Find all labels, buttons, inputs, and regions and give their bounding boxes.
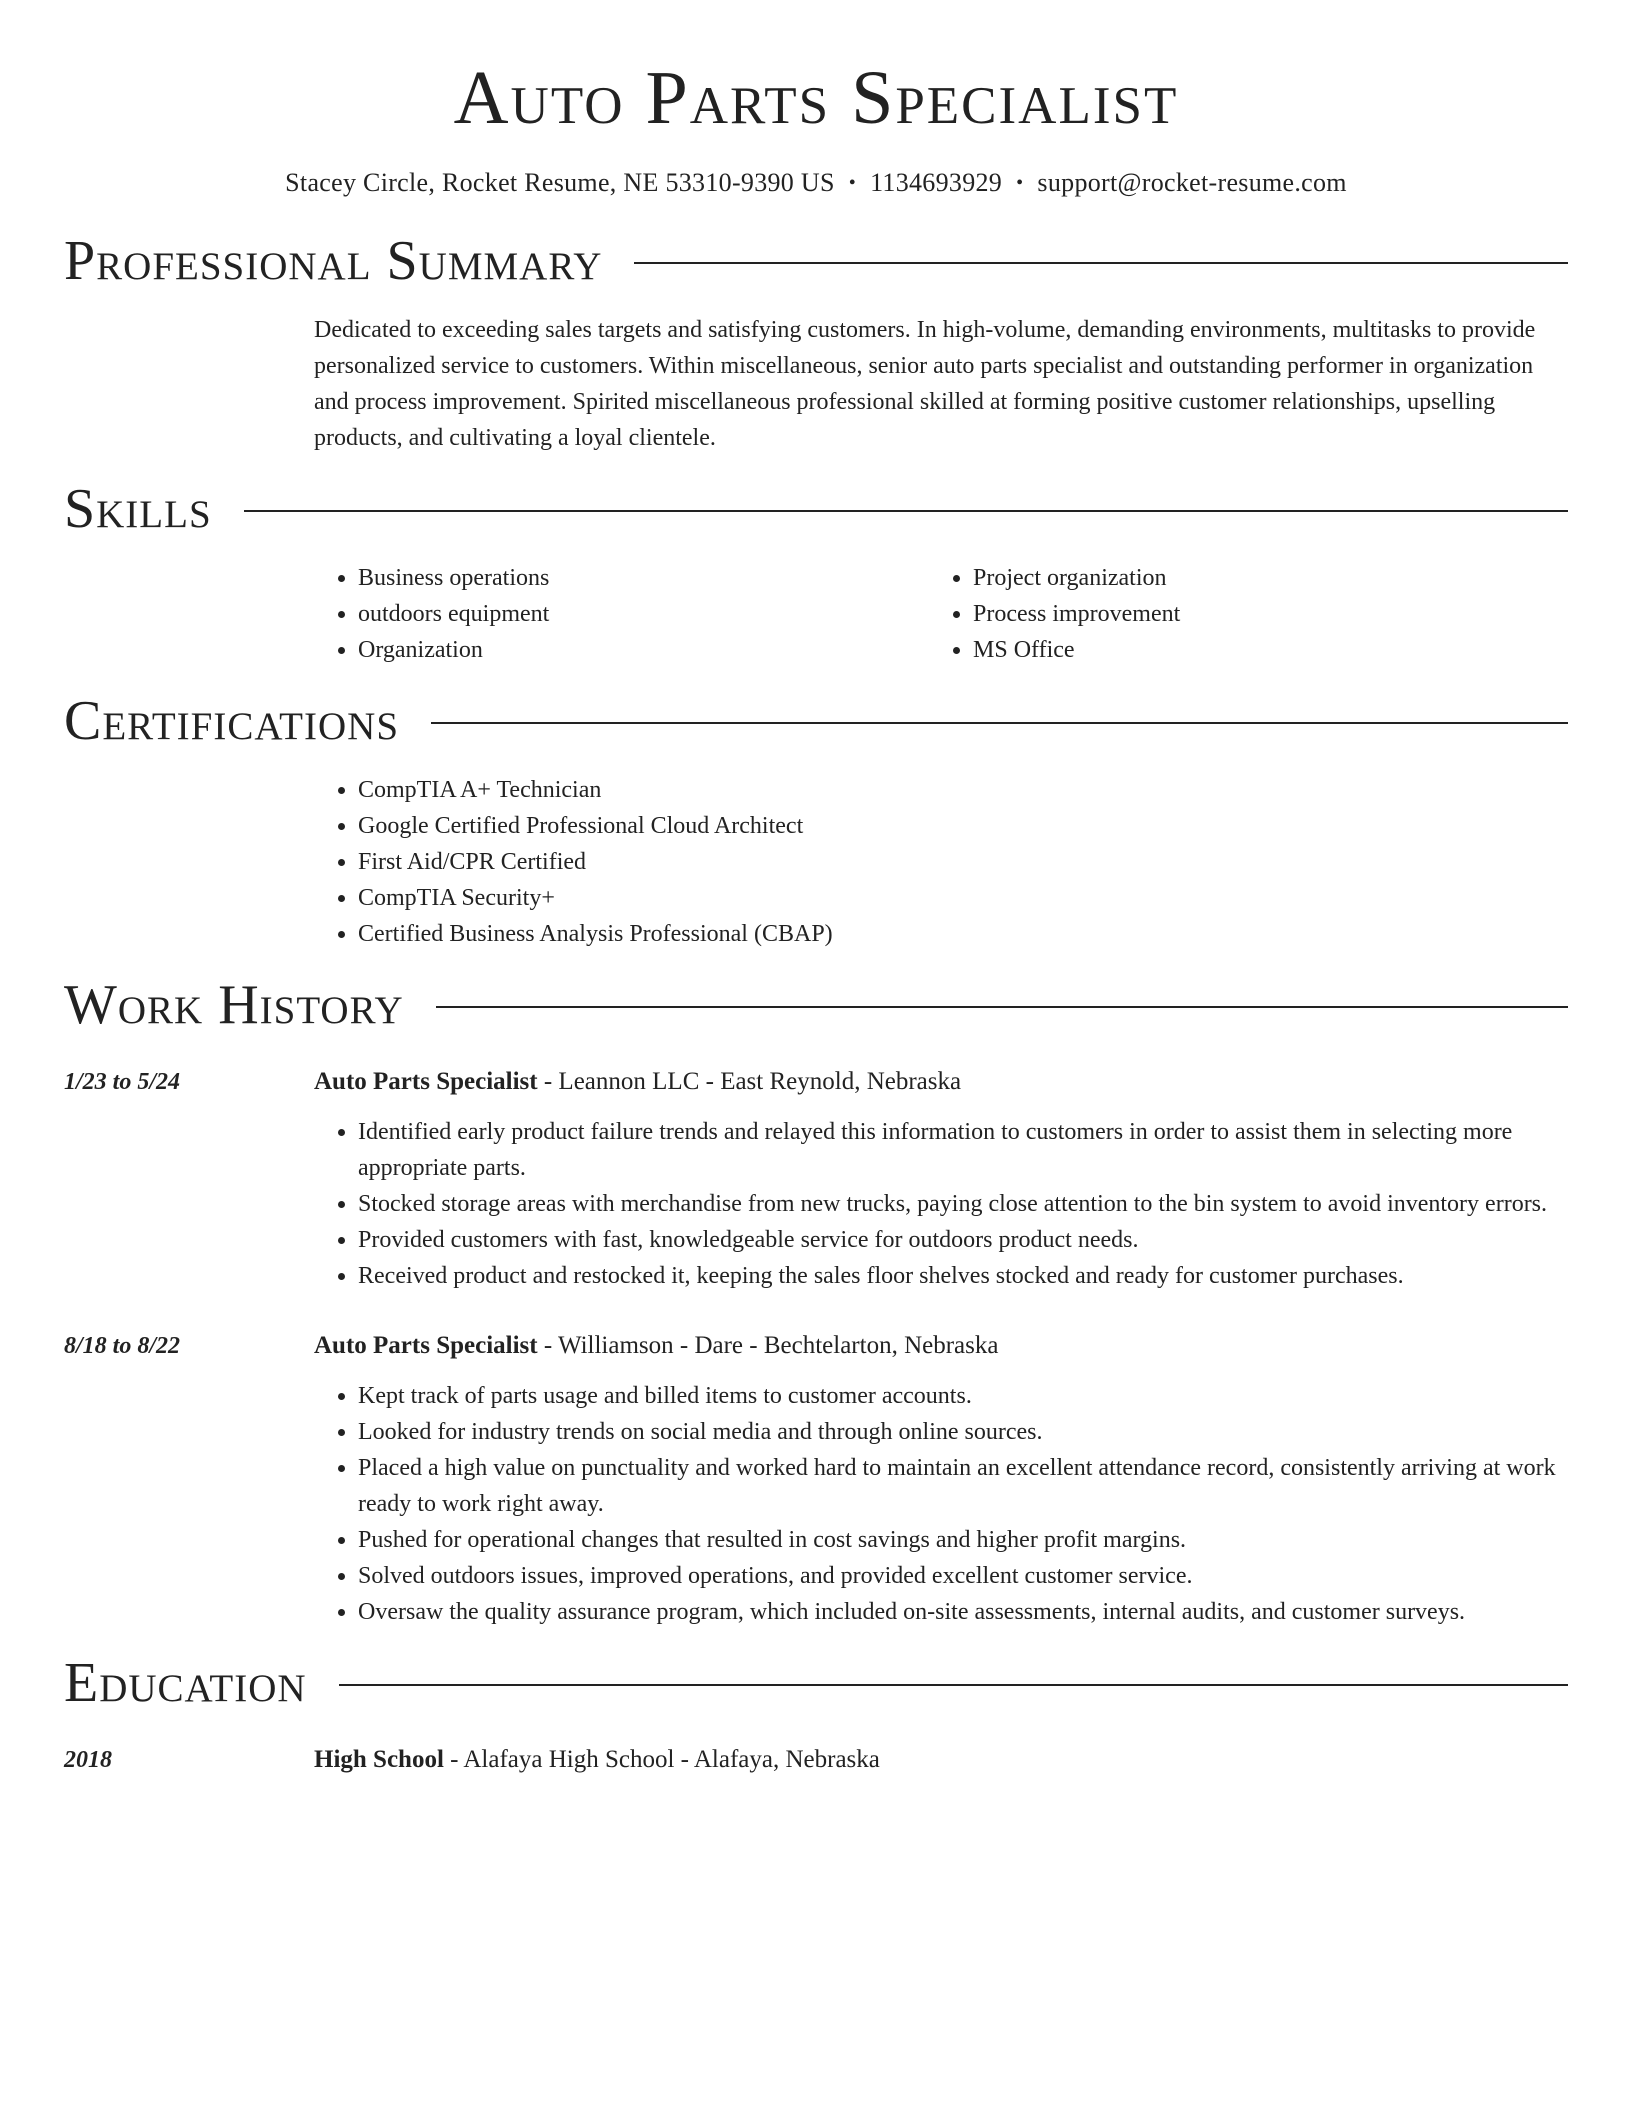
- certifications-heading: Certifications: [64, 690, 400, 752]
- job-bullet: • Looked for industry trends on social media and through online sources.: [358, 1414, 1568, 1450]
- section-rule: [436, 1006, 1568, 1008]
- section-rule: [634, 262, 1568, 264]
- job-body: [314, 1328, 1568, 1630]
- certification-item: • CompTIA A+ Technician: [358, 772, 1568, 808]
- job-entry: [64, 1328, 1568, 1630]
- skill-item: • Organization: [358, 632, 929, 668]
- job-heading: [314, 1064, 1568, 1100]
- skill-item: • Process improvement: [973, 596, 1544, 632]
- section-header: [64, 226, 1568, 296]
- summary-heading: Professional Summary: [64, 230, 603, 292]
- contact-separator: •: [1016, 172, 1024, 194]
- certifications-section: [64, 686, 1568, 952]
- job-details: - Williamson - Dare - Bechtelarton, Nebraska: [537, 1332, 999, 1359]
- job-bullet: • Identified early product failure trends and relayed this information to customers in order to assist them in selecting more appropriate parts.: [358, 1114, 1568, 1186]
- skills-column-right: [929, 560, 1544, 668]
- education-degree: High School: [314, 1746, 444, 1773]
- job-bullet: • Kept track of parts usage and billed items to customer accounts.: [358, 1378, 1568, 1414]
- education-heading: Education: [64, 1652, 307, 1714]
- section-rule: [339, 1684, 1568, 1686]
- summary-section: [64, 226, 1568, 456]
- certification-item: • First Aid/CPR Certified: [358, 844, 1568, 880]
- skills-column-left: [314, 560, 929, 668]
- job-entry: [64, 1064, 1568, 1294]
- job-heading: [314, 1328, 1568, 1364]
- job-dates: 1/23 to 5/24: [64, 1069, 181, 1095]
- job-bullet: • Received product and restocked it, keeping the sales floor shelves stocked and ready for customer purchases.: [358, 1258, 1568, 1294]
- section-header: [64, 1648, 1568, 1718]
- skills-heading: Skills: [64, 478, 212, 540]
- job-dates: 8/18 to 8/22: [64, 1333, 181, 1359]
- skill-item: • MS Office: [973, 632, 1544, 668]
- skill-item: • Project organization: [973, 560, 1544, 596]
- education-body: [314, 1742, 1568, 1778]
- section-header: [64, 474, 1568, 544]
- job-bullet: • Stocked storage areas with merchandise from new trucks, paying close attention to the bin system to avoid inventory errors.: [358, 1186, 1568, 1222]
- job-bullet: • Provided customers with fast, knowledgeable service for outdoors product needs.: [358, 1222, 1568, 1258]
- job-bullet: • Oversaw the quality assurance program, which included on-site assessments, internal audits, and customer surveys.: [358, 1594, 1568, 1630]
- skill-item: • Business operations: [358, 560, 929, 596]
- certification-item: • CompTIA Security+: [358, 880, 1568, 916]
- job-bullets: [314, 1114, 1568, 1294]
- section-rule: [244, 510, 1568, 512]
- certifications-list: [314, 772, 1568, 952]
- resume-title: Auto Parts Specialist: [453, 56, 1179, 140]
- job-bullets: [314, 1378, 1568, 1630]
- contact-line: [64, 168, 1568, 198]
- education-details: - Alafaya High School - Alafaya, Nebraska: [443, 1746, 880, 1773]
- job-bullet: • Pushed for operational changes that resulted in cost savings and higher profit margins.: [358, 1522, 1568, 1558]
- certification-item: • Google Certified Professional Cloud Architect: [358, 808, 1568, 844]
- job-role: Auto Parts Specialist: [314, 1068, 538, 1095]
- contact-separator: •: [848, 172, 857, 194]
- education-year: 2018: [64, 1747, 112, 1773]
- skill-item: • outdoors equipment: [358, 596, 929, 632]
- work-history-section: [64, 970, 1568, 1630]
- work-history-heading: Work History: [64, 974, 404, 1036]
- education-heading-line: [314, 1742, 1568, 1778]
- summary-text: Dedicated to exceeding sales targets and satisfying customers. In high-volume, demanding environments, multitasks to provide personalized service to customers. Within miscellaneous, senior auto parts specialist and outstanding performer in organization and process improvement. Spirited miscellaneous professional skilled at forming positive customer relationships, upselling products, and cultivating a loyal clientele.: [314, 317, 1536, 451]
- section-header: [64, 686, 1568, 756]
- job-details: - Leannon LLC - East Reynold, Nebraska: [537, 1068, 962, 1095]
- section-rule: [431, 722, 1568, 724]
- contact-phone: 1134693929: [870, 168, 1003, 197]
- education-entry: [64, 1742, 1568, 1778]
- skills-section: [64, 474, 1568, 668]
- job-bullet: • Solved outdoors issues, improved operations, and provided excellent customer service.: [358, 1558, 1568, 1594]
- contact-email: support@rocket-resume.com: [1037, 168, 1347, 197]
- section-header: [64, 970, 1568, 1040]
- skills-list: [314, 560, 1568, 668]
- job-role: Auto Parts Specialist: [314, 1332, 538, 1359]
- contact-address: Stacey Circle, Rocket Resume, NE 53310-9390 US: [285, 168, 835, 197]
- job-bullet: • Placed a high value on punctuality and worked hard to maintain an excellent attendance record, consistently arriving at work ready to work right away.: [358, 1450, 1568, 1522]
- certification-item: • Certified Business Analysis Professional (CBAP): [358, 916, 1568, 952]
- education-section: [64, 1648, 1568, 1778]
- job-body: [314, 1064, 1568, 1294]
